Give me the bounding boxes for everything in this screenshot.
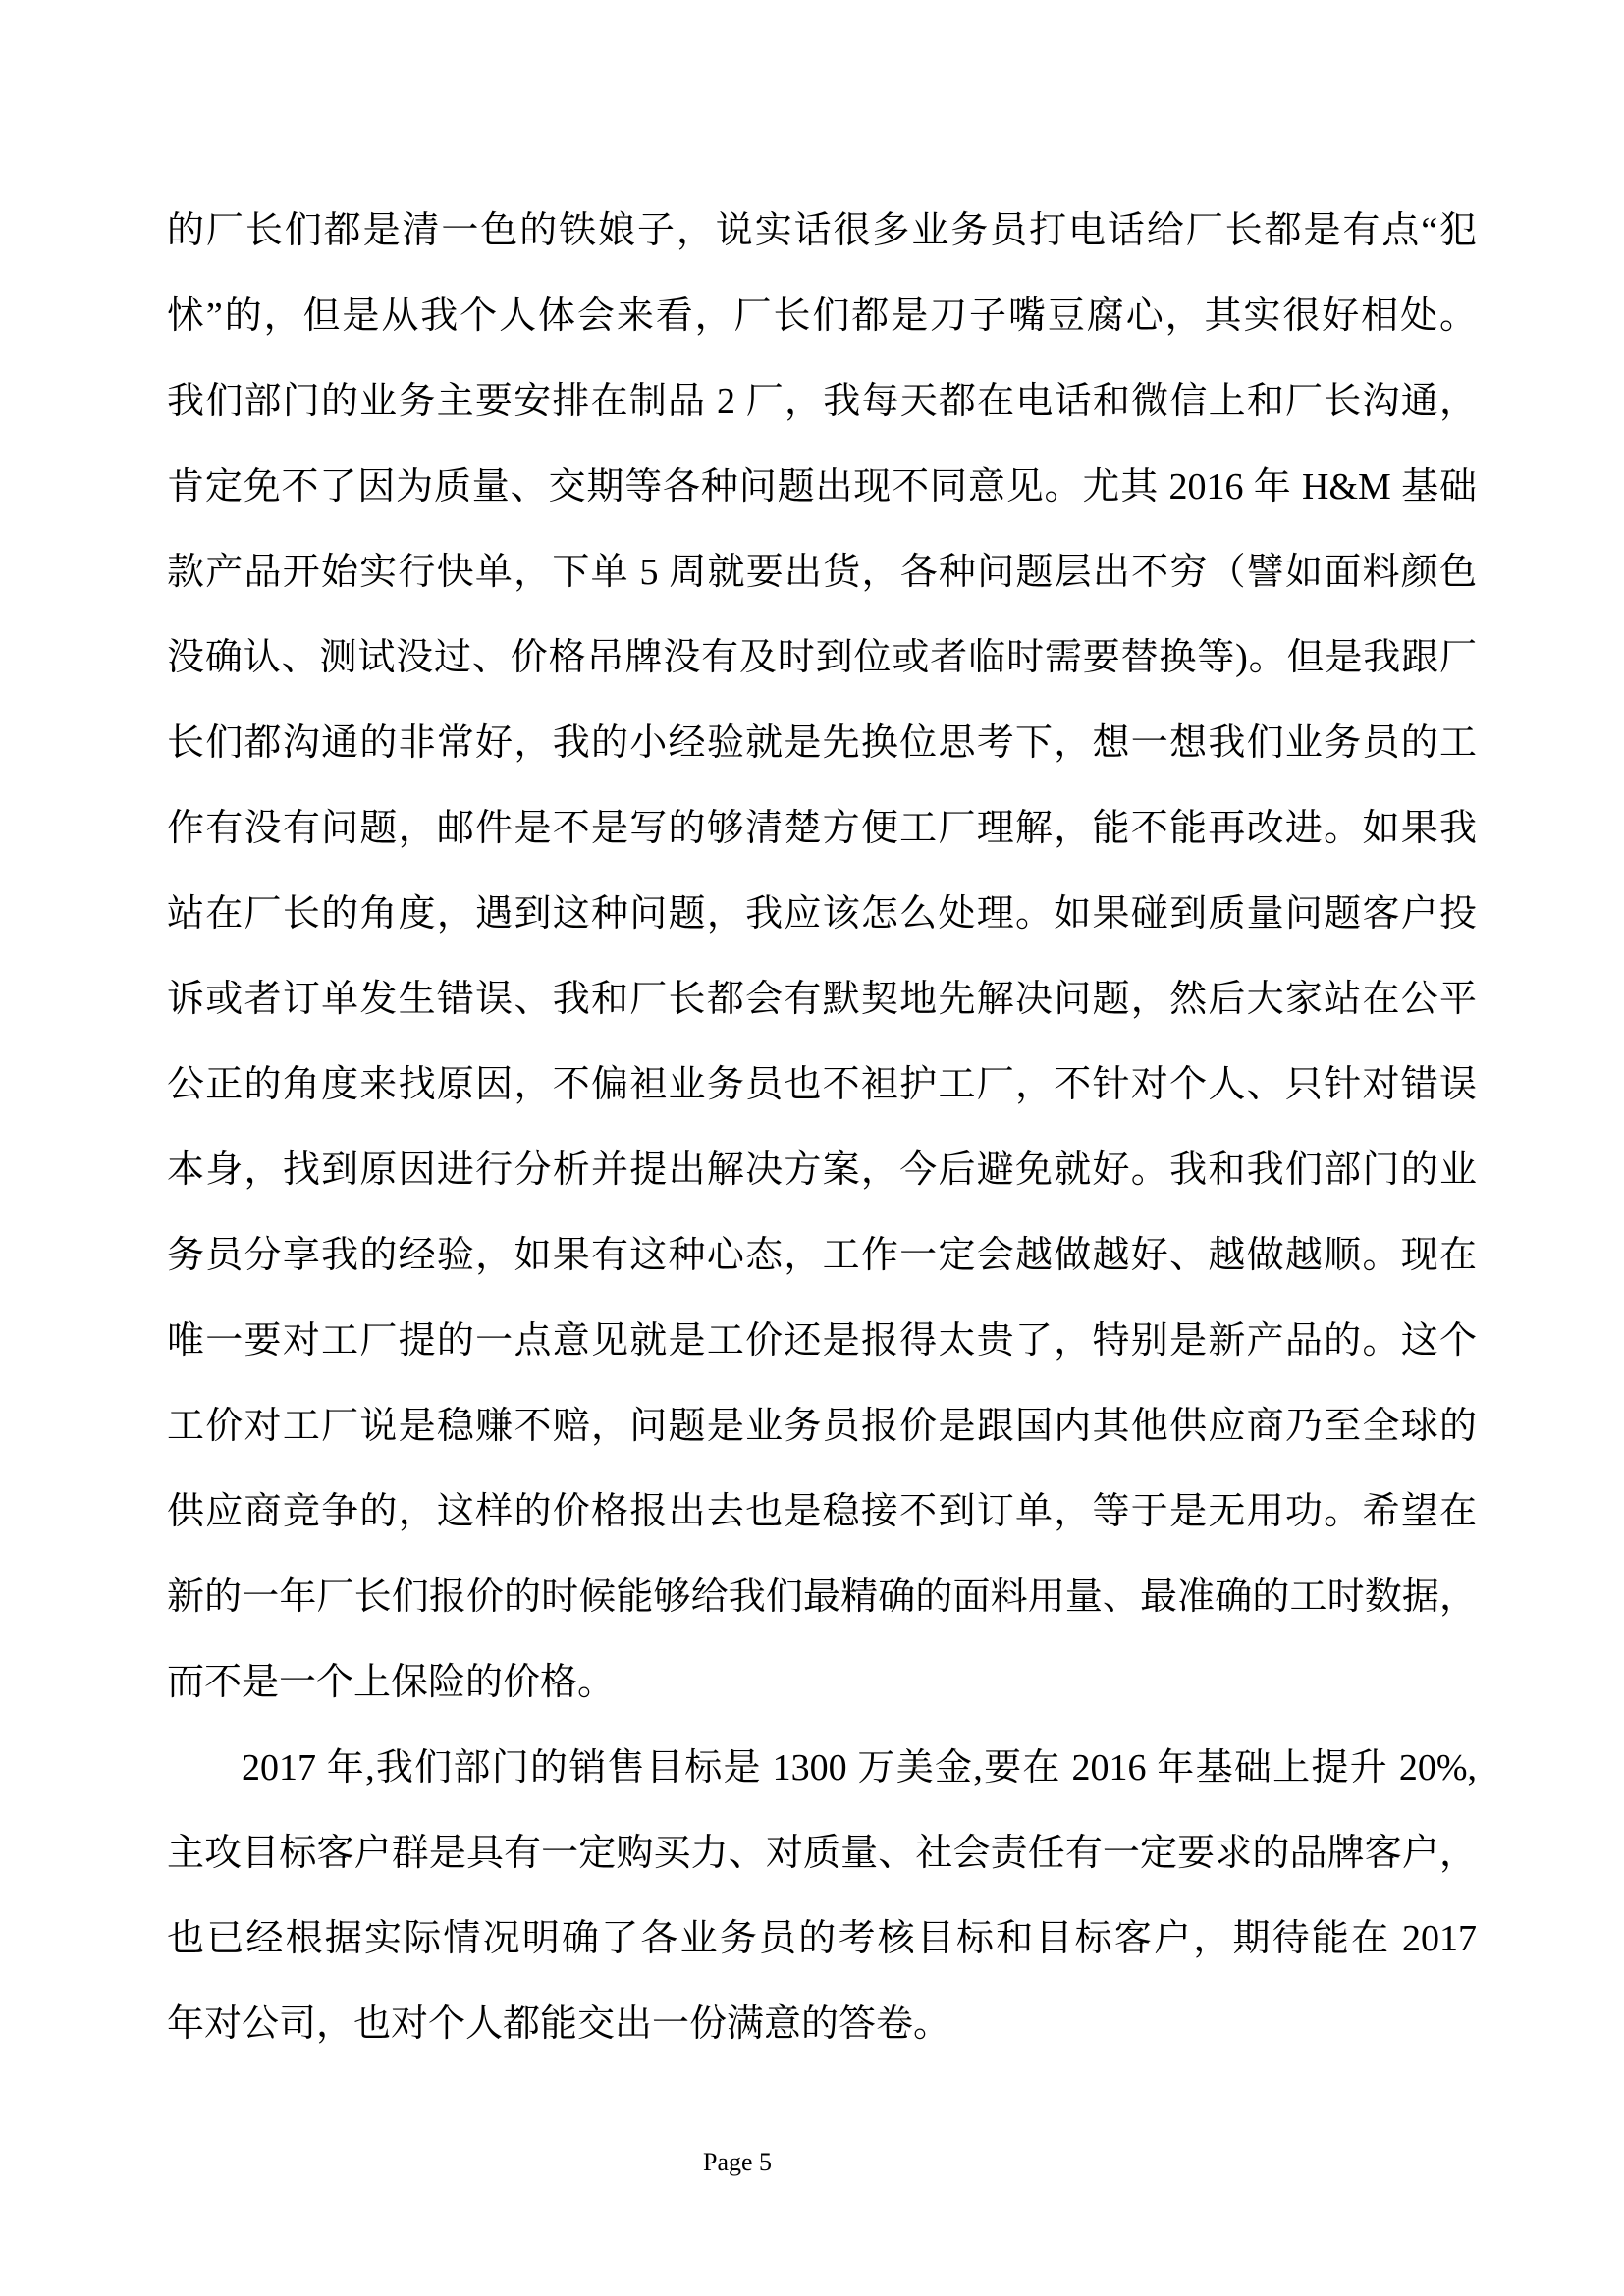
text-line: 怵”的，但是从我个人体会来看，厂长们都是刀子嘴豆腐心，其实很好相处。: [167, 295, 1477, 337]
text-line: 长们都沟通的非常好，我的小经验就是先换位思考下，想一想我们业务员的工: [167, 722, 1477, 764]
text-line: 作有没有问题，邮件是不是写的够清楚方便工厂理解，能不能再改进。如果我: [167, 808, 1477, 849]
text-line: 本身，找到原因进行分析并提出解决方案，今后避免就好。我和我们部门的业: [167, 1149, 1477, 1191]
text-line: 工价对工厂说是稳赚不赔，问题是业务员报价是跟国内其他供应商乃至全球的: [167, 1406, 1477, 1447]
text-line: 2017 年,我们部门的销售目标是 1300 万美金,要在 2016 年基础上提升 20%,: [242, 1747, 1477, 1789]
text-line: 的厂长们都是清一色的铁娘子，说实话很多业务员打电话给厂长都是有点“犯: [167, 210, 1477, 251]
text-line: 也已经根据实际情况明确了各业务员的考核目标和目标客户，期待能在 2017: [167, 1918, 1477, 1959]
text-line: 而不是一个上保险的价格。: [167, 1662, 616, 1703]
text-line: 新的一年厂长们报价的时候能够给我们最精确的面料用量、最准确的工时数据，: [167, 1576, 1477, 1618]
text-line: 款产品开始实行快单，下单 5 周就要出货，各种问题层出不穷（譬如面料颜色: [167, 552, 1477, 593]
text-line: 站在厂长的角度，遇到这种问题，我应该怎么处理。如果碰到质量问题客户投: [167, 893, 1477, 934]
page-footer: Page 5: [703, 2148, 773, 2176]
text-line: 没确认、测试没过、价格吊牌没有及时到位或者临时需要替换等)。但是我跟厂: [167, 637, 1477, 678]
text-line: 诉或者订单发生错误、我和厂长都会有默契地先解决问题，然后大家站在公平: [167, 979, 1477, 1020]
text-block: [167, 188, 1477, 2067]
text-line: 唯一要对工厂提的一点意见就是工价还是报得太贵了，特别是新产品的。这个: [167, 1320, 1477, 1362]
text-line: 务员分享我的经验，如果有这种心态，工作一定会越做越好、越做越顺。现在: [167, 1235, 1477, 1276]
text-line: 公正的角度来找原因，不偏袒业务员也不袒护工厂，不针对个人、只针对错误: [167, 1064, 1477, 1105]
text-line: 年对公司，也对个人都能交出一份满意的答卷。: [167, 2003, 951, 2045]
text-line: 供应商竞争的，这样的价格报出去也是稳接不到订单，等于是无用功。希望在: [167, 1491, 1477, 1532]
text-line: 我们部门的业务主要安排在制品 2 厂，我每天都在电话和微信上和厂长沟通，: [167, 381, 1477, 422]
text-line: 主攻目标客户群是具有一定购买力、对质量、社会责任有一定要求的品牌客户，: [167, 1833, 1477, 1874]
text-line: 肯定免不了因为质量、交期等各种问题出现不同意见。尤其 2016 年 H&M 基础: [167, 466, 1477, 507]
